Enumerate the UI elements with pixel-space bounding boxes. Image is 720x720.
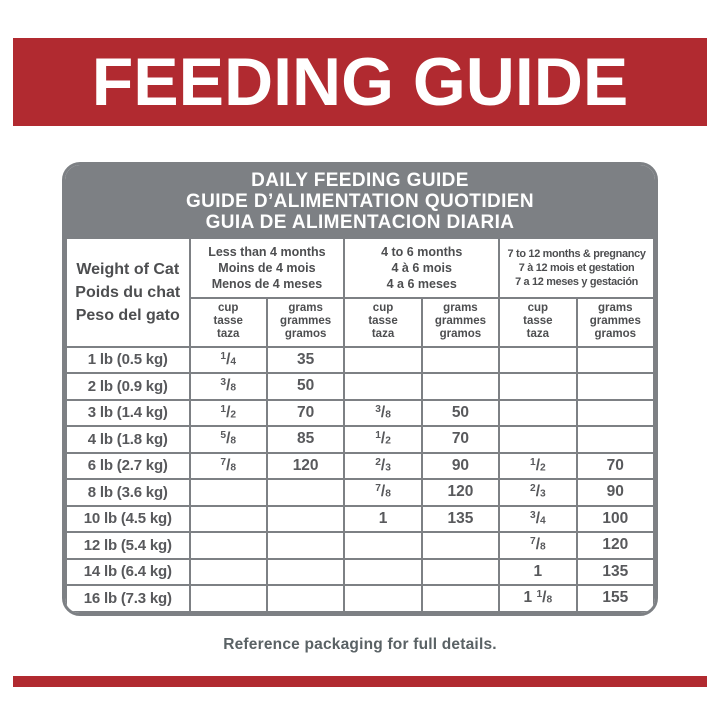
table-row [66, 453, 654, 480]
value-cell: 1 [344, 506, 421, 533]
value-cell [499, 347, 576, 374]
value-cell: 90 [577, 479, 654, 506]
grams-header-2: grams grammes gramos [422, 298, 499, 347]
value-cell: $^1$/2 [499, 453, 576, 480]
value-cell [422, 585, 499, 612]
value-cell: $^1$/2 [344, 426, 421, 453]
value-cell: 90 [422, 453, 499, 480]
age-group-header-3: 7 to 12 months & pregnancy 7 à 12 mois et gestation 7 a 12 meses y gestación [499, 238, 654, 298]
feeding-table-header [66, 238, 654, 347]
value-cell [577, 373, 654, 400]
table-row [66, 426, 654, 453]
value-cell [190, 532, 267, 559]
value-cell [422, 559, 499, 586]
cup-header-3: cup tasse taza [499, 298, 576, 347]
value-cell [422, 532, 499, 559]
weight-cell: 6 lb (2.7 kg) [66, 453, 190, 480]
value-cell [344, 585, 421, 612]
daily-feeding-guide-panel [62, 162, 658, 616]
value-cell: 120 [577, 532, 654, 559]
value-cell [190, 585, 267, 612]
table-title-en: DAILY FEEDING GUIDE [251, 170, 469, 191]
footer-note: Reference packaging for full details. [223, 636, 497, 653]
value-cell: 100 [577, 506, 654, 533]
value-cell [267, 559, 344, 586]
value-cell: $^3$/8 [344, 400, 421, 427]
value-cell: 50 [267, 373, 344, 400]
value-cell: 120 [422, 479, 499, 506]
cup-header-2: cup tasse taza [344, 298, 421, 347]
table-row [66, 506, 654, 533]
value-cell: $^7$/8 [344, 479, 421, 506]
value-cell [190, 559, 267, 586]
page-title: FEEDING GUIDE [91, 44, 629, 120]
value-cell: 135 [422, 506, 499, 533]
value-cell: $^5$/8 [190, 426, 267, 453]
value-cell: $^1$/2 [190, 400, 267, 427]
value-cell [267, 479, 344, 506]
table-row [66, 400, 654, 427]
value-cell: 70 [577, 453, 654, 480]
weight-cell: 12 lb (5.4 kg) [66, 532, 190, 559]
age-group-header-1: Less than 4 months Moins de 4 mois Menos de 4 meses [190, 238, 345, 298]
value-cell [499, 426, 576, 453]
table-row [66, 585, 654, 612]
value-cell: $^3$/4 [499, 506, 576, 533]
feeding-table [65, 237, 655, 613]
value-cell: $^3$/8 [190, 373, 267, 400]
table-row [66, 347, 654, 374]
value-cell [422, 347, 499, 374]
value-cell: 85 [267, 426, 344, 453]
weight-cell: 16 lb (7.3 kg) [66, 585, 190, 612]
weight-cell: 1 lb (0.5 kg) [66, 347, 190, 374]
feeding-guide-banner [13, 38, 707, 126]
value-cell [344, 559, 421, 586]
value-cell [577, 400, 654, 427]
value-cell [190, 479, 267, 506]
value-cell: 135 [577, 559, 654, 586]
weight-cell: 8 lb (3.6 kg) [66, 479, 190, 506]
table-row [66, 532, 654, 559]
cup-header-1: cup tasse taza [190, 298, 267, 347]
weight-of-cat-header: Weight of Cat Poids du chat Peso del gato [66, 238, 190, 347]
weight-cell: 10 lb (4.5 kg) [66, 506, 190, 533]
feeding-table-body [66, 347, 654, 612]
value-cell [499, 400, 576, 427]
table-title-fr: GUIDE D’ALIMENTATION QUOTIDIEN [185, 191, 534, 212]
weight-cell: 2 lb (0.9 kg) [66, 373, 190, 400]
value-cell: $^7$/8 [190, 453, 267, 480]
table-row [66, 559, 654, 586]
value-cell: $^2$/3 [344, 453, 421, 480]
value-cell: 120 [267, 453, 344, 480]
header-row-age-groups [66, 238, 654, 298]
value-cell [499, 373, 576, 400]
table-row [66, 479, 654, 506]
value-cell [422, 373, 499, 400]
table-row [66, 373, 654, 400]
weight-cell: 14 lb (6.4 kg) [66, 559, 190, 586]
value-cell: $^1$/4 [190, 347, 267, 374]
value-cell: 155 [577, 585, 654, 612]
value-cell [267, 506, 344, 533]
bottom-red-bar [13, 676, 707, 687]
value-cell: 70 [422, 426, 499, 453]
value-cell [267, 532, 344, 559]
grams-header-3: grams grammes gramos [577, 298, 654, 347]
weight-cell: 4 lb (1.8 kg) [66, 426, 190, 453]
value-cell [344, 347, 421, 374]
age-group-header-2: 4 to 6 months 4 à 6 mois 4 a 6 meses [344, 238, 499, 298]
grams-header-1: grams grammes gramos [267, 298, 344, 347]
value-cell: 35 [267, 347, 344, 374]
value-cell: $^7$/8 [499, 532, 576, 559]
value-cell: 1 $^1$/8 [499, 585, 576, 612]
value-cell [344, 532, 421, 559]
value-cell [267, 585, 344, 612]
value-cell [344, 373, 421, 400]
weight-cell: 3 lb (1.4 kg) [66, 400, 190, 427]
value-cell [190, 506, 267, 533]
value-cell: 70 [267, 400, 344, 427]
value-cell: $^2$/3 [499, 479, 576, 506]
value-cell [577, 347, 654, 374]
table-title [65, 165, 655, 237]
value-cell: 50 [422, 400, 499, 427]
table-title-es: GUIA DE ALIMENTACION DIARIA [205, 212, 515, 233]
value-cell [577, 426, 654, 453]
value-cell: 1 [499, 559, 576, 586]
